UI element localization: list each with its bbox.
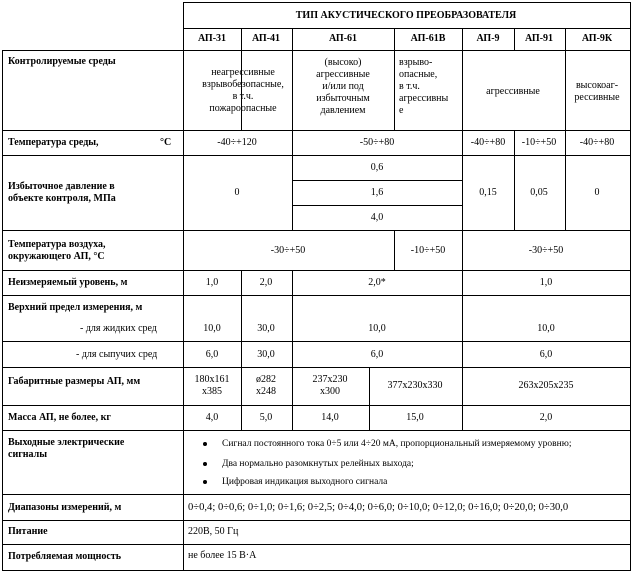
cell: рессивные	[574, 92, 620, 103]
cell: взрывобезопасные,	[202, 79, 284, 90]
row-label-media-temp: Температура среды,	[8, 137, 99, 148]
cell: 2,0	[539, 412, 553, 423]
cell: -40÷+80	[579, 137, 615, 148]
cell: 6,0	[370, 349, 384, 360]
grid-line	[2, 295, 631, 296]
row-label-mass: Масса АП, не более, кг	[8, 412, 111, 423]
cell: 1,6	[370, 187, 384, 198]
row-label-dead-zone: Неизмеряемый уровень, м	[8, 277, 128, 288]
cell: и/или под	[322, 81, 364, 92]
grid-line	[462, 230, 463, 270]
cell: х300	[320, 386, 340, 397]
grid-line	[183, 28, 631, 29]
row-label-unit: °С	[160, 137, 172, 148]
cell: 263х205х235	[518, 380, 574, 391]
grid-line	[2, 50, 3, 571]
row-label-pressure: Избыточное давление в	[8, 181, 115, 192]
cell: 220В, 50 Гц	[188, 526, 239, 537]
grid-line	[241, 270, 242, 430]
grid-line	[565, 155, 566, 230]
cell: 30,0	[257, 323, 275, 334]
list-item: Два нормально разомкнутых релейных выхода;	[222, 459, 414, 469]
row-label-outputs: сигналы	[8, 449, 48, 460]
cell: -10÷+50	[521, 137, 557, 148]
cell: (высоко)	[324, 57, 362, 68]
grid-line	[2, 341, 631, 342]
grid-line	[2, 50, 631, 51]
cell: 15,0	[406, 412, 424, 423]
cell: х248	[256, 386, 276, 397]
grid-line	[514, 130, 515, 155]
grid-line	[2, 367, 631, 368]
cell: 10,0	[537, 323, 555, 334]
grid-line	[292, 180, 462, 181]
grid-line	[2, 544, 631, 545]
cell: 180х161	[194, 374, 230, 385]
bullet-icon	[203, 480, 207, 484]
cell: 10,0	[203, 323, 221, 334]
grid-line	[2, 405, 631, 406]
row-label-power: Питание	[8, 526, 48, 537]
column-header: АП-31	[197, 33, 227, 44]
grid-line	[394, 230, 395, 270]
cell: 1,0	[205, 277, 219, 288]
cell: агрессивные	[486, 86, 540, 97]
grid-line	[2, 520, 631, 521]
row-label-consumption: Потребляемая мощность	[8, 551, 122, 562]
cell: 6,0	[539, 349, 553, 360]
column-header: АП-61	[328, 33, 358, 44]
cell: -10÷+50	[410, 245, 446, 256]
cell: взрыво-	[399, 57, 433, 68]
grid-line	[183, 2, 184, 571]
grid-line	[462, 270, 463, 430]
row-label-air-temp: окружающего АП, °С	[8, 251, 105, 262]
column-header: АП-9К	[581, 33, 613, 44]
row-label-liquid: - для жидких сред	[80, 323, 157, 334]
grid-line	[2, 230, 631, 231]
row-label-ranges: Диапазоны измерений, м	[8, 502, 122, 513]
list-item: Цифровая индикация выходного сигнала	[222, 477, 388, 487]
cell: 0	[234, 187, 240, 198]
column-header: АП-9	[476, 33, 500, 44]
cell: агрессивные	[316, 69, 370, 80]
cell: ø282	[256, 374, 276, 385]
row-label-outputs: Выходные электрические	[8, 437, 125, 448]
cell: -30÷+50	[270, 245, 306, 256]
cell: избыточным	[316, 93, 370, 104]
cell: 4,0	[370, 212, 384, 223]
bullet-icon	[203, 442, 207, 446]
cell: в т.ч.	[399, 81, 420, 92]
row-label-pressure: объекте контроля, МПа	[8, 193, 116, 204]
grid-line	[2, 270, 631, 271]
cell: 0,6	[370, 162, 384, 173]
column-header: АП-41	[251, 33, 281, 44]
grid-line	[183, 2, 631, 3]
grid-line	[369, 367, 370, 430]
cell: 30,0	[257, 349, 275, 360]
cell: в т.ч.	[232, 91, 254, 102]
cell: 0	[594, 187, 600, 198]
row-label-media: Контролируемые среды	[8, 56, 116, 67]
cell: 0,15	[479, 187, 497, 198]
cell: 5,0	[259, 412, 273, 423]
cell: -40÷+120	[217, 137, 257, 148]
cell: 2,0*	[368, 277, 386, 288]
cell: не более 15 В·А	[188, 550, 257, 561]
cell: -30÷+50	[528, 245, 564, 256]
grid-line	[2, 430, 631, 431]
grid-line	[630, 2, 631, 571]
cell: 0,05	[530, 187, 548, 198]
row-label-air-temp: Температура воздуха,	[8, 239, 106, 250]
grid-line	[2, 494, 631, 495]
cell: -40÷+80	[470, 137, 506, 148]
cell: 237х230	[312, 374, 348, 385]
grid-line	[565, 28, 566, 155]
cell: х385	[202, 386, 222, 397]
cell: е	[399, 105, 404, 116]
cell: -50÷+80	[359, 137, 395, 148]
grid-line	[292, 28, 293, 155]
cell: пожароопасные	[209, 103, 277, 114]
row-label-bulk: - для сыпучих сред	[76, 349, 158, 360]
grid-line	[292, 155, 293, 230]
cell: давлением	[320, 105, 366, 116]
grid-line	[2, 130, 631, 131]
table-title: ТИП АКУСТИЧЕСКОГО ПРЕОБРАЗОВАТЕЛЯ	[295, 10, 517, 21]
grid-line	[2, 570, 631, 571]
row-label-upper-limit: Верхний предел измерения, м	[8, 302, 143, 313]
cell: 6,0	[205, 349, 219, 360]
column-header: АП-91	[524, 33, 554, 44]
column-header: АП-61В	[410, 33, 446, 44]
cell: неагрессивные	[211, 67, 275, 78]
grid-line	[394, 28, 395, 130]
grid-line	[2, 155, 631, 156]
cell: агрессивны	[399, 93, 449, 104]
grid-line	[514, 28, 515, 50]
grid-line	[462, 28, 463, 155]
cell: 1,0	[539, 277, 553, 288]
grid-line	[292, 270, 293, 430]
grid-line	[514, 155, 515, 230]
cell: 377х230х330	[387, 380, 443, 391]
cell: 2,0	[259, 277, 273, 288]
list-item: Сигнал постоянного тока 0÷5 или 4÷20 мА, пропорциональный измеряемому уровню;	[222, 439, 572, 449]
bullet-icon	[203, 462, 207, 466]
cell: опасные,	[399, 69, 438, 80]
row-label-dimensions: Габаритные размеры АП, мм	[8, 376, 141, 387]
cell: 14,0	[321, 412, 339, 423]
cell: высокоаг-	[575, 80, 619, 91]
grid-line	[292, 205, 462, 206]
cell: 10,0	[368, 323, 386, 334]
cell: 0÷0,4; 0÷0,6; 0÷1,0; 0÷1,6; 0÷2,5; 0÷4,0; 0÷6,0; 0÷10,0; 0÷12,0; 0÷16,0; 0÷20,0; 0÷30,0	[188, 502, 569, 513]
grid-line	[462, 155, 463, 230]
cell: 4,0	[205, 412, 219, 423]
